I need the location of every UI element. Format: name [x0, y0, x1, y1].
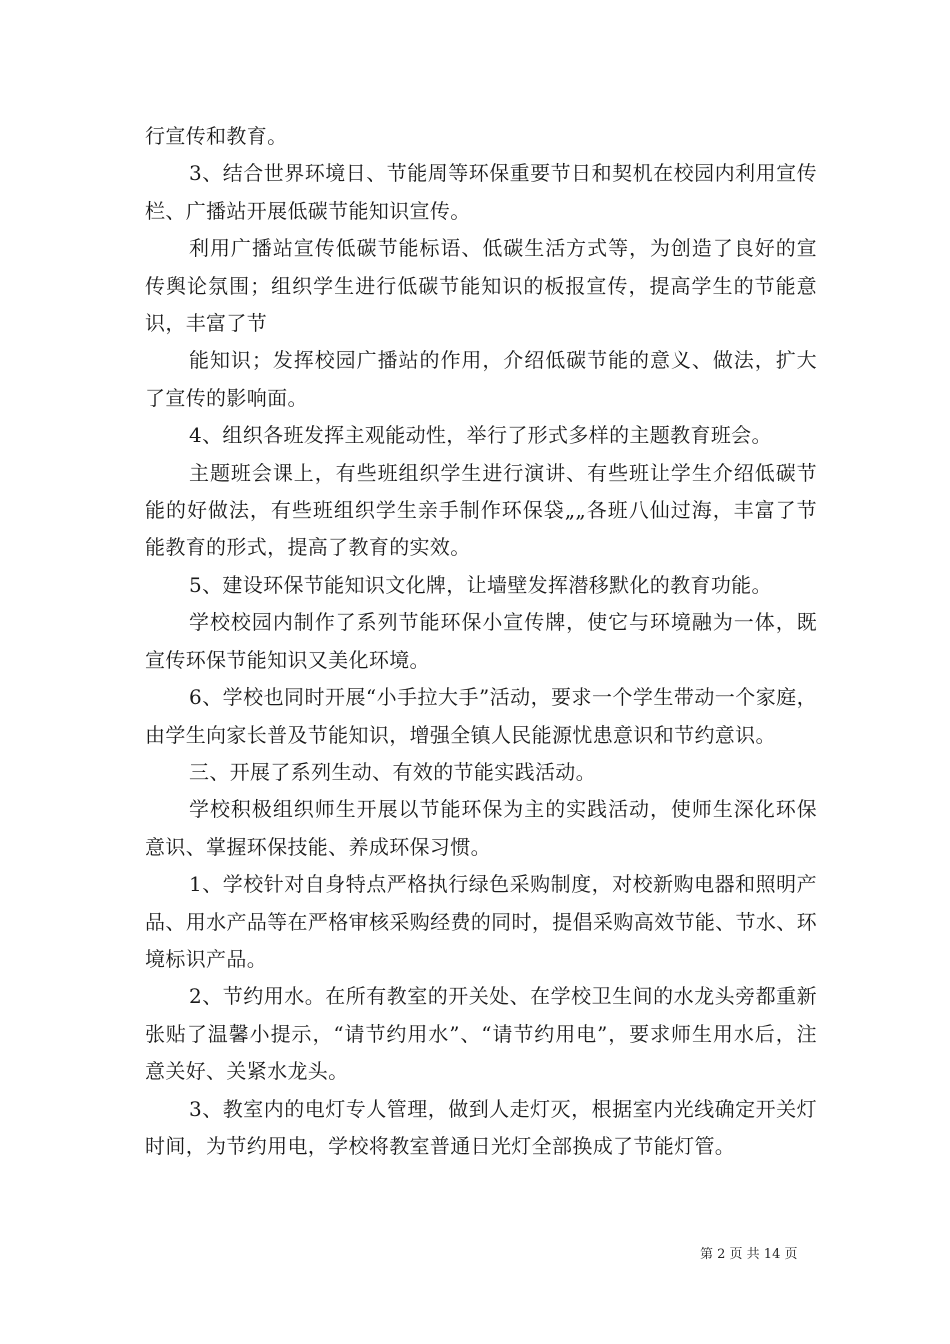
paragraph-7: 5、建设环保节能知识文化牌，让墙壁发挥潜移默化的教育功能。	[189, 572, 772, 597]
document-body	[145, 118, 817, 1165]
paragraph-13: 2、节约用水。在所有教室的开关处、在学校卫生间的水龙头旁都重新张贴了温馨小提示，“请节约用水”、“请节约用电”，要求师生用水后，注意关好、关紧水龙头。	[145, 984, 817, 1084]
paragraph-6: 主题班会课上，有些班组织学生进行演讲、有些班让学生介绍低碳节能的好做法，有些班组织学生亲手制作环保袋„„各班八仙过海，丰富了节能教育的形式，提高了教育的实效。	[145, 460, 817, 560]
paragraph-14: 3、教室内的电灯专人管理，做到人走灯灭，根据室内光线确定开关灯时间，为节约用电，学校将教室普通日光灯全部换成了节能灯管。	[145, 1096, 817, 1158]
paragraph-4: 能知识；发挥校园广播站的作用，介绍低碳节能的意义、做法，扩大了宣传的影响面。	[145, 348, 817, 410]
paragraph-3: 利用广播站宣传低碳节能标语、低碳生活方式等，为创造了良好的宣传舆论氛围；组织学生进行低碳节能知识的板报宣传，提高学生的节能意识，丰富了节	[145, 236, 817, 336]
section-heading-3: 三、开展了系列生动、有效的节能实践活动。	[189, 759, 596, 784]
paragraph-9: 6、学校也同时开展“小手拉大手”活动，要求一个学生带动一个家庭，由学生向家长普及节能知识，增强全镇人民能源忧患意识和节约意识。	[145, 685, 817, 747]
paragraph-1: 行宣传和教育。	[145, 124, 288, 148]
paragraph-2: 3、结合世界环境日、节能周等环保重要节日和契机在校园内利用宣传栏、广播站开展低碳节能知识宣传。	[145, 161, 817, 223]
paragraph-8: 学校校园内制作了系列节能环保小宣传牌，使它与环境融为一体，既宣传环保节能知识又美化环境。	[145, 610, 817, 672]
paragraph-12: 1、学校针对自身特点严格执行绿色采购制度，对校新购电器和照明产品、用水产品等在严格审核采购经费的同时，提倡采购高效节能、节水、环境标识产品。	[145, 872, 817, 971]
page-number-footer: 第 2 页 共 14 页	[700, 1247, 798, 1262]
paragraph-5: 4、组织各班发挥主观能动性，举行了形式多样的主题教育班会。	[189, 423, 772, 448]
paragraph-11: 学校积极组织师生开展以节能环保为主的实践活动，使师生深化环保意识、掌握环保技能、养成环保习惯。	[145, 797, 817, 859]
